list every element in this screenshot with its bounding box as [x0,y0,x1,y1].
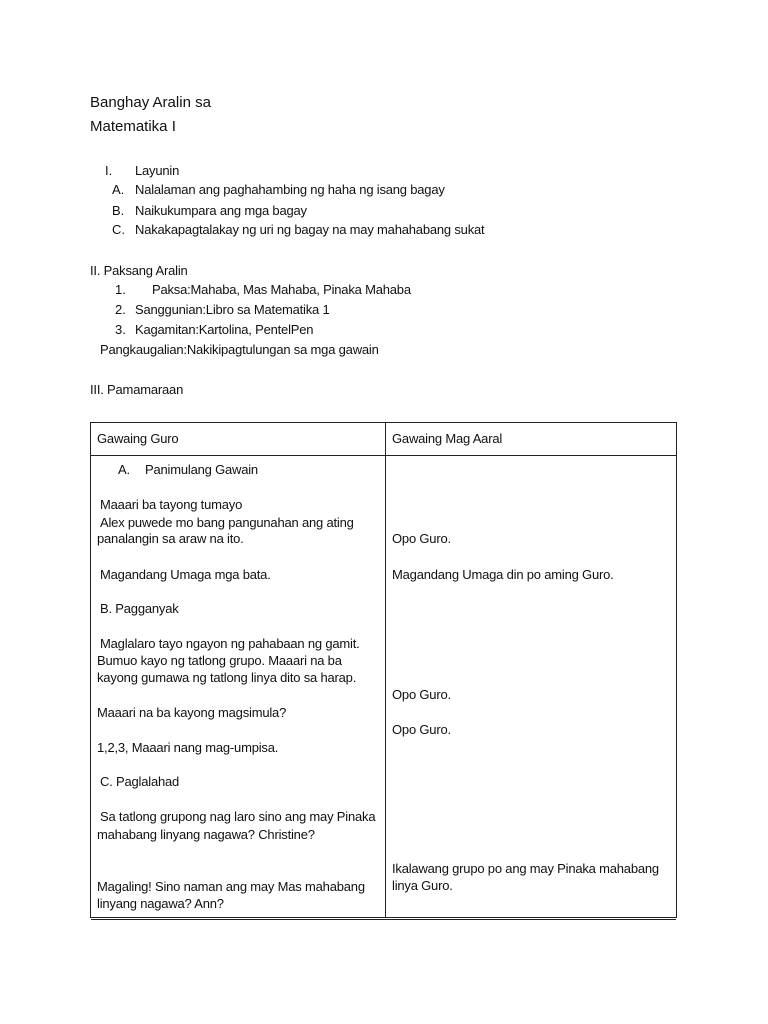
guro-line: 1,2,3, Maaari nang mag-umpisa. [97,740,279,755]
table-header-magaaral: Gawaing Mag Aaral [392,431,503,446]
section2-item-text: Kagamitan:Kartolina, PentelPen [135,322,314,337]
guro-line: Maaari ba tayong tumayo [100,497,243,512]
section1-item-marker: B. [112,203,125,218]
section1-heading: Layunin [135,163,180,178]
document-title-line1: Banghay Aralin sa [90,94,211,111]
magaaral-line: Ikalawang grupo po ang may Pinaka mahabang [392,861,659,876]
guro-line: Magandang Umaga mga bata. [100,567,271,582]
guro-line: mahabang linyang nagawa? Christine? [97,827,315,842]
section2-heading: II. Paksang Aralin [90,263,188,278]
section2-item-marker: 3. [115,322,126,337]
section3-heading: III. Pamamaraan [90,382,184,397]
table-bottom-double-rule [91,919,676,920]
section1-item-marker: C. [112,222,125,237]
guro-line: Maaari na ba kayong magsimula? [97,705,287,720]
section1-numeral: I. [105,163,113,178]
section2-values-line: Pangkaugalian:Nakikipagtulungan sa mga gawain [100,342,379,357]
section1-item-text: Nakakapagtalakay ng uri ng bagay na may mahahabang sukat [135,222,485,237]
magaaral-line: Opo Guro. [392,722,451,737]
guro-section-a-heading: Panimulang Gawain [145,462,258,477]
section2-item-text: Sanggunian:Libro sa Matematika 1 [135,302,330,317]
guro-section-c-heading: C. Paglalahad [100,774,180,789]
document-title-line2: Matematika I [90,118,176,135]
magaaral-line: Opo Guro. [392,687,451,702]
table-column-divider [385,423,386,917]
guro-section-a-marker: A. [118,462,130,477]
table-header-guro: Gawaing Guro [97,431,179,446]
section2-item-marker: 1. [115,282,126,297]
magaaral-line: Opo Guro. [392,531,451,546]
guro-line: linyang nagawa? Ann? [97,896,224,911]
guro-line: Maglalaro tayo ngayon ng pahabaan ng gamit. [100,636,360,651]
magaaral-line: linya Guro. [392,878,453,893]
section1-item-text: Naikukumpara ang mga bagay [135,203,307,218]
section2-item-marker: 2. [115,302,126,317]
table-header-divider [91,455,676,456]
section2-item-text: Paksa:Mahaba, Mas Mahaba, Pinaka Mahaba [152,282,411,297]
guro-line: Sa tatlong grupong nag laro sino ang may Pinaka [100,809,376,824]
section1-item-text: Nalalaman ang paghahambing ng haha ng isang bagay [135,182,445,197]
guro-line: kayong gumawa ng tatlong linya dito sa harap. [97,670,357,685]
guro-line: Bumuo kayo ng tatlong grupo. Maaari na ba [97,653,342,668]
guro-line: Alex puwede mo bang pangunahan ang ating [100,515,354,530]
guro-line: Magaling! Sino naman ang may Mas mahabang [97,879,365,894]
guro-section-b-heading: B. Pagganyak [100,601,179,616]
section1-item-marker: A. [112,182,125,197]
guro-line: panalangin sa araw na ito. [97,531,244,546]
magaaral-line: Magandang Umaga din po aming Guro. [392,567,614,582]
